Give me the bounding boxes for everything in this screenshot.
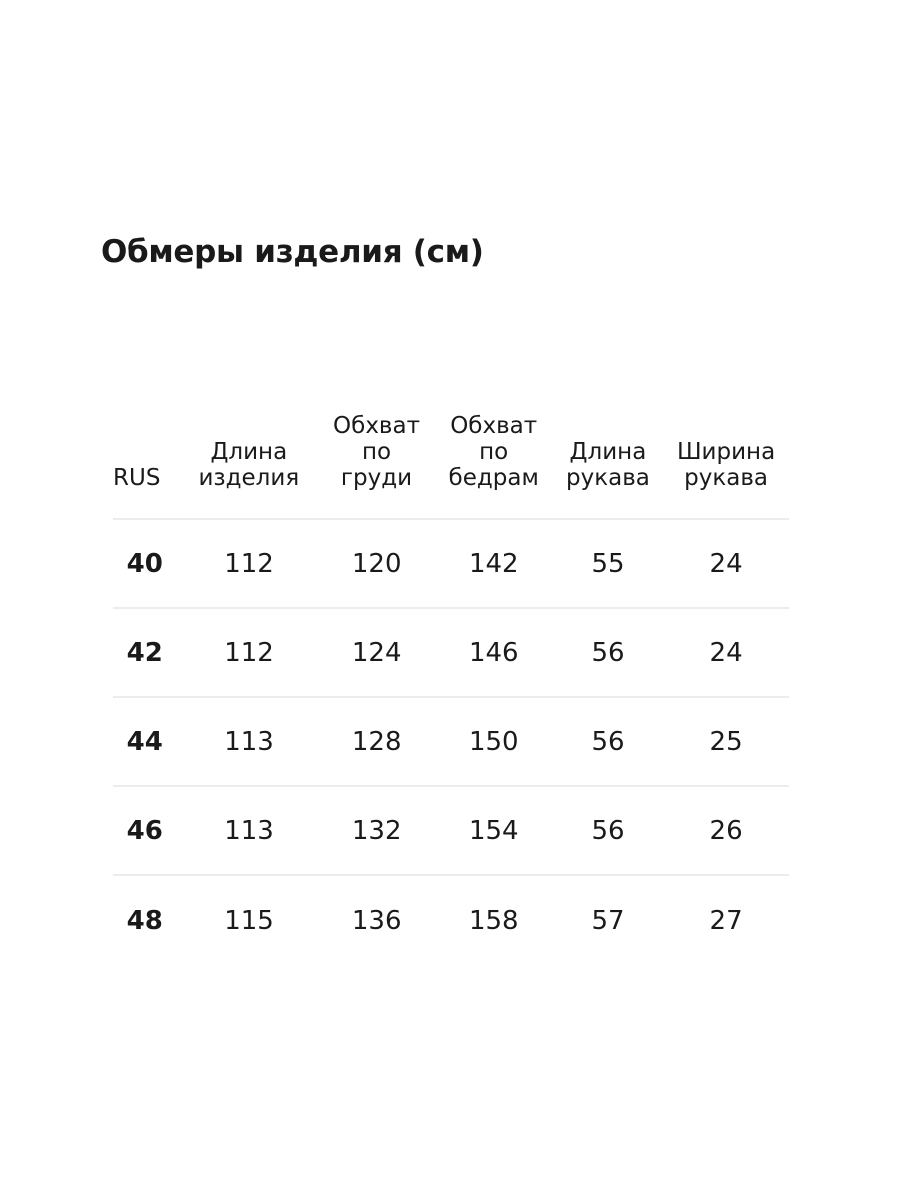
cell-hip-girth: 150 [468,726,519,757]
cell-sleeve-width: 24 [709,548,743,579]
table-header-row [113,410,789,520]
row-size: 40 [126,548,163,579]
table-row [113,698,789,787]
cell-product-length: 113 [224,815,274,846]
cell-chest-girth: 124 [351,637,402,668]
row-size: 48 [126,905,163,936]
header-rus-size: RUS [113,465,161,491]
cell-sleeve-length: 56 [591,637,625,668]
size-table [113,410,789,965]
header-sleeve-length: Длина рукава [566,439,650,491]
cell-sleeve-length: 57 [591,905,625,936]
header-sleeve-width: Ширина рукава [676,439,776,491]
cell-hip-girth: 154 [468,815,519,846]
cell-chest-girth: 132 [351,815,402,846]
cell-product-length: 112 [224,637,274,668]
cell-product-length: 115 [224,905,274,936]
table-row [113,787,789,876]
cell-product-length: 113 [224,726,274,757]
cell-sleeve-width: 24 [709,637,743,668]
cell-sleeve-length: 56 [591,815,625,846]
cell-chest-girth: 136 [351,905,402,936]
header-hip-girth: Обхват по бедрам [448,413,539,491]
row-size: 44 [126,726,163,757]
cell-chest-girth: 128 [351,726,402,757]
cell-sleeve-width: 26 [709,815,743,846]
page-title: Обмеры изделия (см) [101,234,484,270]
table-row [113,609,789,698]
cell-sleeve-width: 27 [709,905,743,936]
cell-chest-girth: 120 [351,548,402,579]
row-size: 42 [126,637,163,668]
table-row [113,520,789,609]
header-chest-girth: Обхват по груди [333,413,420,491]
row-size: 46 [126,815,163,846]
cell-hip-girth: 146 [468,637,519,668]
header-product-length: Длина изделия [198,439,300,491]
cell-hip-girth: 142 [468,548,519,579]
cell-sleeve-width: 25 [709,726,743,757]
cell-sleeve-length: 56 [591,726,625,757]
cell-product-length: 112 [224,548,274,579]
cell-hip-girth: 158 [468,905,519,936]
table-row [113,876,789,965]
cell-sleeve-length: 55 [591,548,625,579]
